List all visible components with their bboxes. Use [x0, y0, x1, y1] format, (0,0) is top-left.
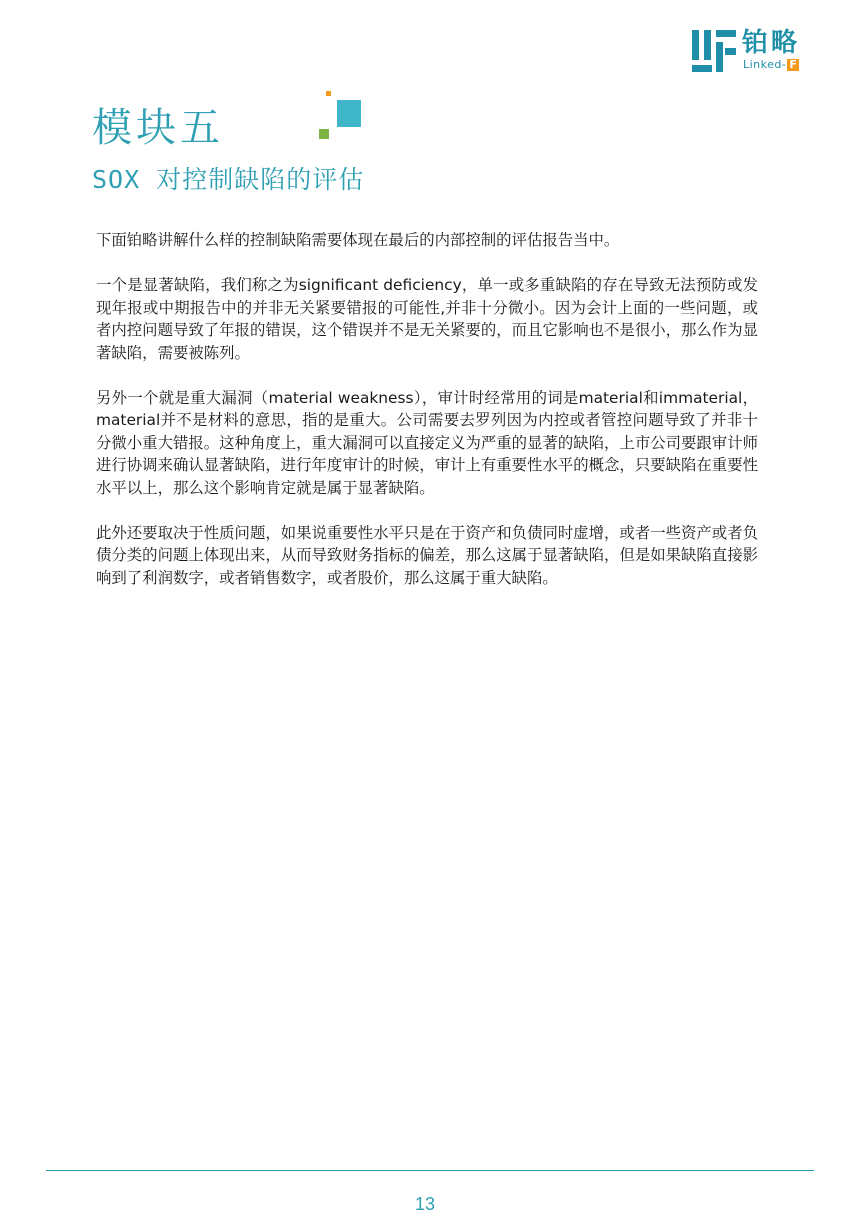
logo-chinese-name: 铂略: [742, 28, 801, 58]
module-subtitle: SOX 对控制缺陷的评估: [92, 165, 365, 194]
module-title: 模块五: [92, 105, 224, 151]
paragraph-material-weakness: 另外一个就是重大漏洞（material weakness），审计时经常用的词是material和immaterial，material并不是材料的意思，指的是重大。公司需要去罗列因为内控或者管控问题导致了并非十分微小重大错报。这种角度上，重大漏洞可以直接定义为严重的显著的缺陷，上市公司要跟审计师进行协调来确认显著缺陷，进行年度审计的时候，审计上有重要性水平的概念，只要缺陷在重要性水平以上，那么这个影响肯定就是属于显著缺陷。: [96, 388, 758, 497]
brand-logo: [692, 30, 812, 74]
logo-english-text: Linked-: [743, 58, 787, 71]
decorative-squares-icon: [312, 88, 372, 148]
linked-f-logo-icon: [692, 30, 736, 72]
body-content: [96, 229, 758, 612]
footer-divider: [46, 1170, 814, 1171]
paragraph-nature-issues: 此外还要取决于性质问题，如果说重要性水平只是在于资产和负债同时虚增，或者一些资产或者负债分类的问题上体现出来，从而导致财务指标的偏差，那么这属于显著缺陷，但是如果缺陷直接影响到了利润数字，或者销售数字，或者股价，那么这属于重大缺陷。: [96, 523, 758, 587]
page-number: 13: [414, 1194, 436, 1214]
logo-english-suffix: F: [789, 58, 798, 71]
paragraph-intro: 下面铂略讲解什么样的控制缺陷需要体现在最后的内部控制的评估报告当中。: [96, 231, 620, 249]
paragraph-significant-deficiency: 一个是显著缺陷，我们称之为significant deficiency，单一或多重缺陷的存在导致无法预防或发现年报或中期报告中的并非无关紧要错报的可能性,并非十分微小。因为会计上面的一些问题，或者内控问题导致了年报的错误，这个错误并不是无关紧要的，而且它影响也不是很小，那么作为显著缺陷，需要被陈列。: [96, 276, 758, 362]
logo-english-name: [743, 58, 799, 72]
